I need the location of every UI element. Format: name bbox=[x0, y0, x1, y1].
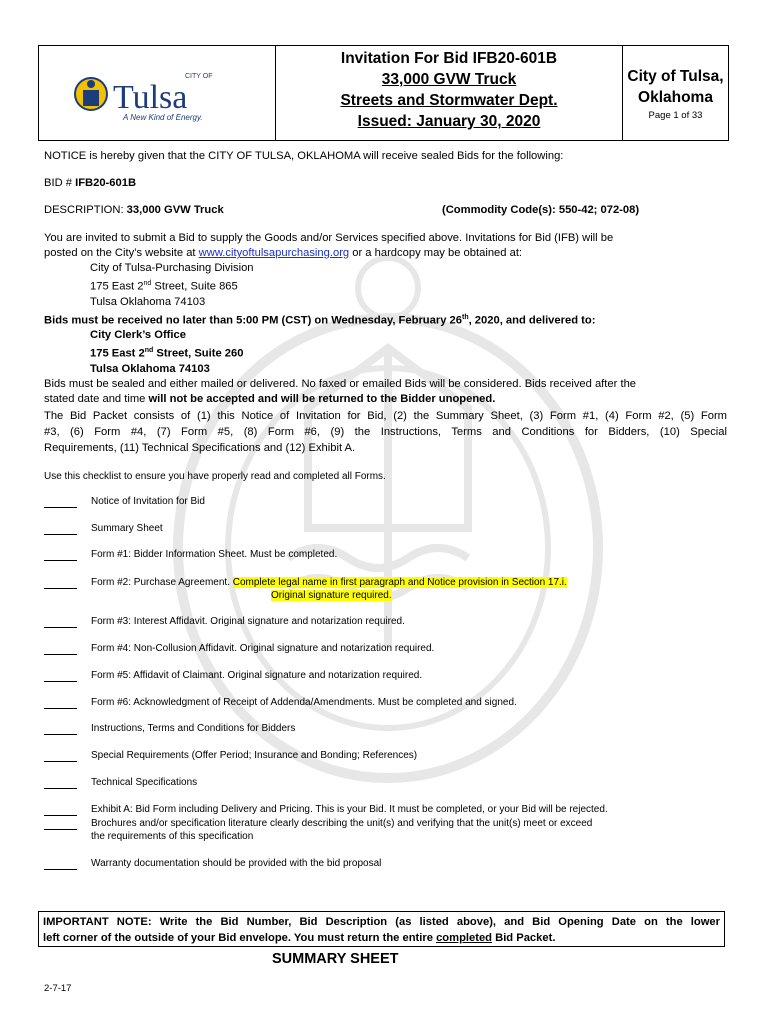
form2-highlight-1: Complete legal name in first paragraph and Notice provision in Section 17.i. bbox=[232, 577, 567, 588]
invite-line-2-pre: posted on the City’s website at bbox=[44, 247, 199, 259]
addr-street-pre: 175 East 2 bbox=[90, 280, 144, 293]
checklist-item: Technical Specifications bbox=[91, 777, 198, 788]
checklist-item: Special Requirements (Offer Period; Insurance and Bonding; References) bbox=[91, 750, 418, 761]
packet-line-1: The Bid Packet consists of (1) this Notice of Invitation for Bid, (2) the Summary Sheet, (3) Form #1, (4) Form #2, (5) Form bbox=[44, 410, 727, 422]
checklist-item: Form #1: Bidder Information Sheet. Must be completed. bbox=[91, 549, 338, 560]
important-line-2-pre: left corner of the outside of your Bid envelope. You must return the entire bbox=[43, 932, 437, 944]
checklist-item: Form #3: Interest Affidavit. Original signature and notarization required. bbox=[91, 616, 405, 627]
form2-label: Form #2: Purchase Agreement. bbox=[91, 577, 233, 588]
checklist-item-continuation bbox=[271, 589, 392, 602]
clerk-address-1: City Clerk’s Office bbox=[90, 329, 186, 342]
sealed-line-2-bold: will not be accepted and will be returned to the Bidder unopened. bbox=[148, 393, 496, 406]
city-cell bbox=[623, 46, 728, 140]
checklist-item: Brochures and/or specification literature clearly describing the unit(s) and verifying that the unit(s) meet or exceed bbox=[91, 818, 593, 829]
logo-tagline: A New Kind of Energy. bbox=[123, 113, 203, 122]
clerk-address-2 bbox=[90, 343, 727, 362]
purchasing-address-3: Tulsa Oklahoma 74103 bbox=[90, 295, 206, 308]
checklist-item: Form #5: Affidavit of Claimant. Original signature and notarization required. bbox=[91, 670, 423, 681]
purchasing-website-link[interactable]: www.cityoftulsapurchasing.org bbox=[198, 247, 350, 259]
purchasing-address-1: City of Tulsa-Purchasing Division bbox=[90, 262, 254, 274]
revision-date: 2-7-17 bbox=[44, 983, 72, 994]
sealed-line-2-pre: stated date and time bbox=[44, 393, 149, 406]
checkbox-line[interactable] bbox=[44, 815, 77, 816]
packet-paragraph bbox=[44, 408, 727, 456]
checkbox-line[interactable] bbox=[44, 507, 77, 508]
checklist-item: Form #4: Non-Collusion Affidavit. Original signature and notarization required. bbox=[91, 643, 435, 654]
checkbox-line[interactable] bbox=[44, 654, 77, 655]
bid-value: IFB20-601B bbox=[75, 177, 137, 189]
title-line-2: 33,000 GVW Truck bbox=[381, 71, 517, 88]
bid-label: BID # bbox=[44, 177, 76, 189]
important-line-2-post: Bid Packet. bbox=[492, 932, 556, 944]
checklist-item: Notice of Invitation for Bid bbox=[91, 496, 205, 507]
title-line-3: Streets and Stormwater Dept. bbox=[340, 92, 558, 109]
checklist-item: Warranty documentation should be provided with the bid proposal bbox=[91, 858, 382, 869]
checkbox-line[interactable] bbox=[44, 761, 77, 762]
description-label: DESCRIPTION: bbox=[44, 204, 127, 216]
clerk-street-post: Street, Suite 260 bbox=[153, 348, 244, 361]
important-line-2-underlined: completed bbox=[436, 932, 493, 944]
checkbox-line[interactable] bbox=[44, 788, 77, 789]
city-of-tulsa-logo bbox=[73, 66, 243, 122]
description-value: 33,000 GVW Truck bbox=[126, 204, 224, 216]
checklist-item: Summary Sheet bbox=[91, 523, 163, 534]
addr-street-post: Street, Suite 865 bbox=[151, 280, 238, 293]
packet-line-2: #3, (6) Form #4, (7) Form #5, (8) Form #6, (9) the Instructions, Terms and Conditions for Bidders, (10) Special bbox=[44, 426, 727, 438]
checkbox-line[interactable] bbox=[44, 588, 77, 589]
checkbox-line[interactable] bbox=[44, 627, 77, 628]
title-line-1: Invitation For Bid IFB20-601B bbox=[340, 50, 558, 67]
checklist-intro: Use this checklist to ensure you have properly read and completed all Forms. bbox=[44, 471, 386, 482]
checklist-item bbox=[91, 576, 567, 589]
clerk-address-3: Tulsa Oklahoma 74103 bbox=[90, 363, 210, 376]
description-line bbox=[44, 203, 224, 218]
title-line-4: Issued: January 30, 2020 bbox=[357, 113, 541, 130]
sealed-line-2 bbox=[44, 392, 727, 407]
invite-line-2-post: or a hardcopy may be obtained at: bbox=[349, 247, 523, 259]
bid-number bbox=[44, 176, 136, 191]
page-number: Page 1 of 33 bbox=[648, 110, 703, 121]
sealed-line-1: Bids must be sealed and either mailed or delivered. No faxed or emailed Bids will be considered. Bids received after the bbox=[44, 378, 637, 391]
city-line-2: Oklahoma bbox=[638, 89, 713, 106]
title-cell bbox=[276, 46, 623, 140]
important-line-2 bbox=[43, 930, 720, 946]
invite-line-2 bbox=[44, 246, 727, 261]
invite-paragraph bbox=[44, 231, 727, 407]
checkbox-line[interactable] bbox=[44, 734, 77, 735]
important-note-box bbox=[38, 911, 725, 947]
form2-highlight-2: Original signature required. bbox=[271, 590, 392, 601]
checklist-item: Form #6: Acknowledgment of Receipt of Addenda/Amendments. Must be completed and signed. bbox=[91, 697, 517, 708]
important-line-1: IMPORTANT NOTE: Write the Bid Number, Bid Description (as listed above), and Bid Opening Date on the lower bbox=[43, 916, 720, 928]
checklist-item: Exhibit A: Bid Form including Delivery and Pricing. This is your Bid. It must be completed, or your Bid will be rejected. bbox=[91, 804, 608, 815]
deadline-sup: th bbox=[461, 313, 469, 321]
clerk-street-pre: 175 East 2 bbox=[90, 348, 145, 361]
commodity-codes: (Commodity Code(s): 550-42; 072-08) bbox=[442, 204, 640, 216]
addr-street-sup: nd bbox=[143, 280, 152, 287]
notice-text: NOTICE is hereby given that the CITY OF TULSA, OKLAHOMA will receive sealed Bids for the following: bbox=[44, 150, 564, 162]
checkbox-line[interactable] bbox=[44, 681, 77, 682]
deadline-line bbox=[44, 310, 727, 329]
deadline-pre: Bids must be received no later than 5:00 PM (CST) on Wednesday, February 26 bbox=[44, 314, 462, 327]
checkbox-line[interactable] bbox=[44, 829, 77, 830]
city-line-1: City of Tulsa, bbox=[627, 68, 724, 85]
checkbox-line[interactable] bbox=[44, 869, 77, 870]
clerk-street-sup: nd bbox=[144, 347, 154, 355]
invite-line-1: You are invited to submit a Bid to supply the Goods and/or Services specified above. Invitations for Bid (IFB) will be bbox=[44, 232, 614, 244]
checklist-item: Instructions, Terms and Conditions for Bidders bbox=[91, 723, 296, 734]
checkbox-line[interactable] bbox=[44, 708, 77, 709]
logo-small: CITY OF bbox=[185, 73, 213, 80]
checkbox-line[interactable] bbox=[44, 560, 77, 561]
logo-word: Tulsa bbox=[113, 79, 188, 116]
purchasing-address-2 bbox=[90, 276, 727, 295]
checklist-item-continuation: the requirements of this specification bbox=[91, 831, 254, 842]
header-box bbox=[38, 45, 729, 141]
packet-line-3: Requirements, (11) Technical Specifications and (12) Exhibit A. bbox=[44, 442, 356, 454]
checkbox-line[interactable] bbox=[44, 534, 77, 535]
deadline-post: , 2020, and delivered to: bbox=[468, 314, 596, 327]
logo-cell bbox=[39, 46, 276, 140]
summary-sheet-title: SUMMARY SHEET bbox=[272, 951, 399, 967]
